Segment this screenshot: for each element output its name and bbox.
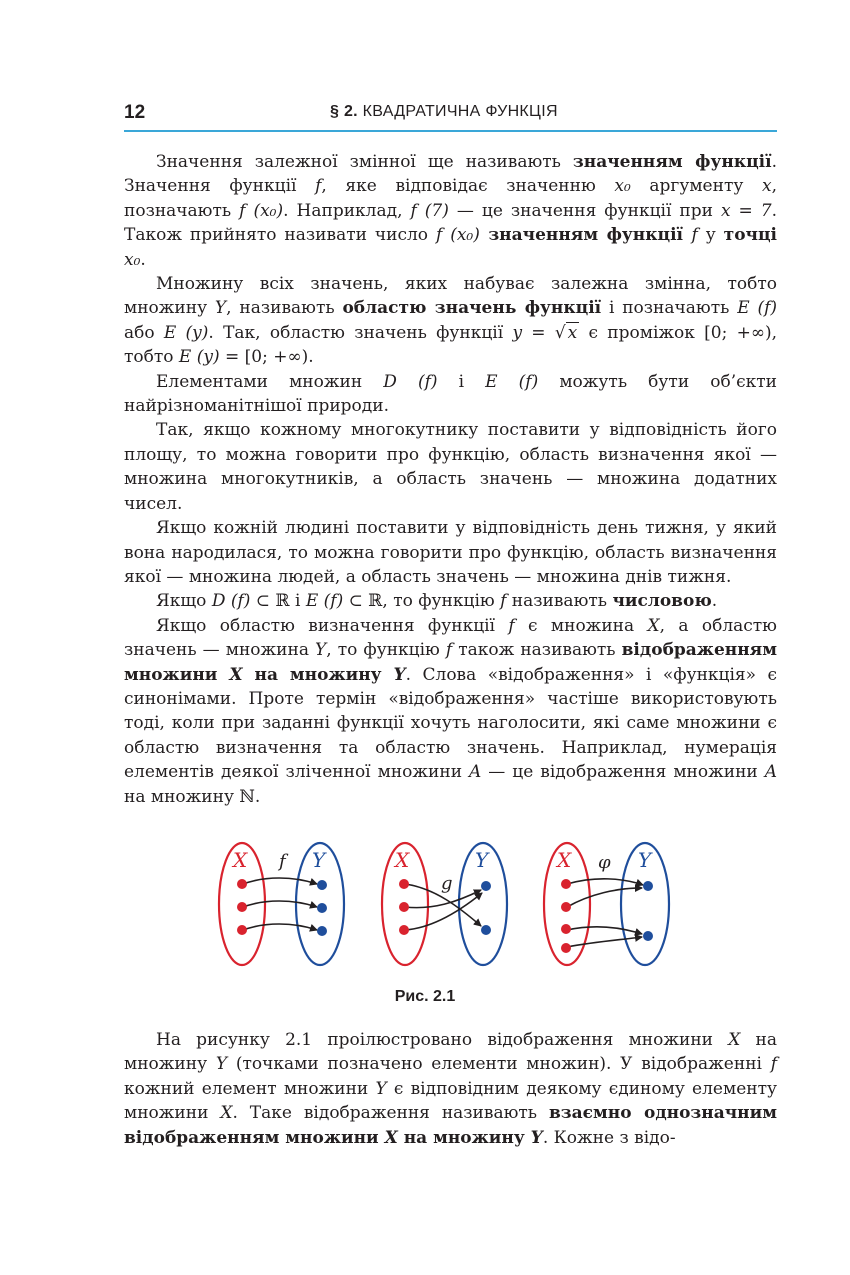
section-title: КВАДРАТИЧНА ФУНКЦІЯ [362, 103, 558, 120]
paragraph-6: Якщо D (f) ⊂ ℝ і E (f) ⊂ ℝ, то функцію f називають числовою. [156, 591, 718, 612]
set-y-label: Y [312, 848, 326, 872]
figure-caption: Рис. 2.1 [394, 988, 456, 1005]
domain-point [237, 902, 247, 912]
domain-point [561, 902, 571, 912]
set-x-label: X [557, 848, 572, 872]
codomain-point [643, 931, 653, 941]
map-label: φ [598, 852, 611, 873]
domain-point [237, 925, 247, 935]
codomain-point [643, 881, 653, 891]
arrow [567, 927, 642, 934]
domain-point [561, 879, 571, 889]
codomain-point [317, 903, 327, 913]
mapping-diagram-g [382, 843, 507, 965]
main-text-continued [124, 1028, 777, 1150]
paragraph-2: Множину всіх значень, яких набуває залежна змінна, тобто множину Y, називають областю значень функції і позначають E (f) або E (y). Так, областю значень функції y = √ x є проміжок [0; +∞), тобто E (y) = [0; +∞). [124, 274, 778, 368]
paragraph-1: Значення залежної змінної ще називають значенням функції. Значення функції f, яке відповідає значенню x₀ аргументу x, позначають f (x₀). Наприклад, f (7) — це значення функції при x = 7. Також прийнято називати число f (x₀) значенням функції f у точці x₀. [124, 152, 778, 270]
domain-point [561, 943, 571, 953]
paragraph-4: Так, якщо кожному многокутнику поставити у відповідність його площу, то можна говорити про функцію, область визначення якої — множина многокутників, а область значень — множина додатних чисел. [124, 420, 777, 514]
mapping-diagram-f [219, 843, 344, 965]
set-x-label: X [395, 848, 410, 872]
sqrt-formula: y = √ x [512, 322, 578, 343]
map-label: f [279, 851, 286, 872]
page-number: 12 [124, 102, 146, 123]
arrow [243, 924, 317, 930]
domain-point [561, 924, 571, 934]
domain-point [399, 925, 409, 935]
paragraph-8: На рисунку 2.1 проілюстровано відображення множини X на множину Y (точками позначено елементи множин). У відображенні f кожний елемент множини Y є відповідним деякому єдиному елементу множини X. Таке відображення називають взаємно однозначним відображенням множини X на множину Y. Кожне з відо- [124, 1030, 777, 1148]
mapping-diagrams [205, 832, 685, 982]
paragraph-7: Якщо областю визначення функції f є множина X, а областю значень — множина Y, то функцію f також називають відображенням множини X на множину Y. Слова «відображення» і «функція» є синонімами. Проте термін «відображення» частіше використовують тоді, коли при заданні функції хочуть наголосити, які саме множини є областю визначення та областю значень. Наприклад, нумерація елементів деякої зліченної множини A — це відображення множини A на множину ℕ. [124, 615, 778, 807]
set-y-label: Y [475, 848, 489, 872]
main-text [124, 150, 777, 809]
map-label: g [441, 873, 453, 894]
page-header [124, 100, 777, 132]
domain-point [399, 879, 409, 889]
set-x-label: X [233, 848, 248, 872]
codomain-point [317, 926, 327, 936]
codomain-point [481, 925, 491, 935]
paragraph-5: Якщо кожній людині поставити у відповідність день тижня, у який вона народилася, то можна говорити про функцію, область визначення якої — множина людей, а область значень — множина днів тижня. [124, 518, 777, 587]
codomain-point [317, 880, 327, 890]
arrow [243, 901, 317, 907]
codomain-point [481, 881, 491, 891]
section-heading [330, 103, 558, 121]
arrow [243, 878, 317, 884]
arrow [567, 937, 642, 947]
mapping-diagram-phi [544, 843, 669, 965]
domain-point [399, 902, 409, 912]
domain-point [237, 879, 247, 889]
arrow [567, 879, 643, 885]
paragraph-3: Елементами множин D (f) і E (f) можуть бути об’єкти найрізноманітнішої природи. [124, 371, 778, 417]
set-y-label: Y [638, 848, 652, 872]
arrow [567, 888, 642, 907]
section-mark: § 2. [330, 103, 358, 120]
